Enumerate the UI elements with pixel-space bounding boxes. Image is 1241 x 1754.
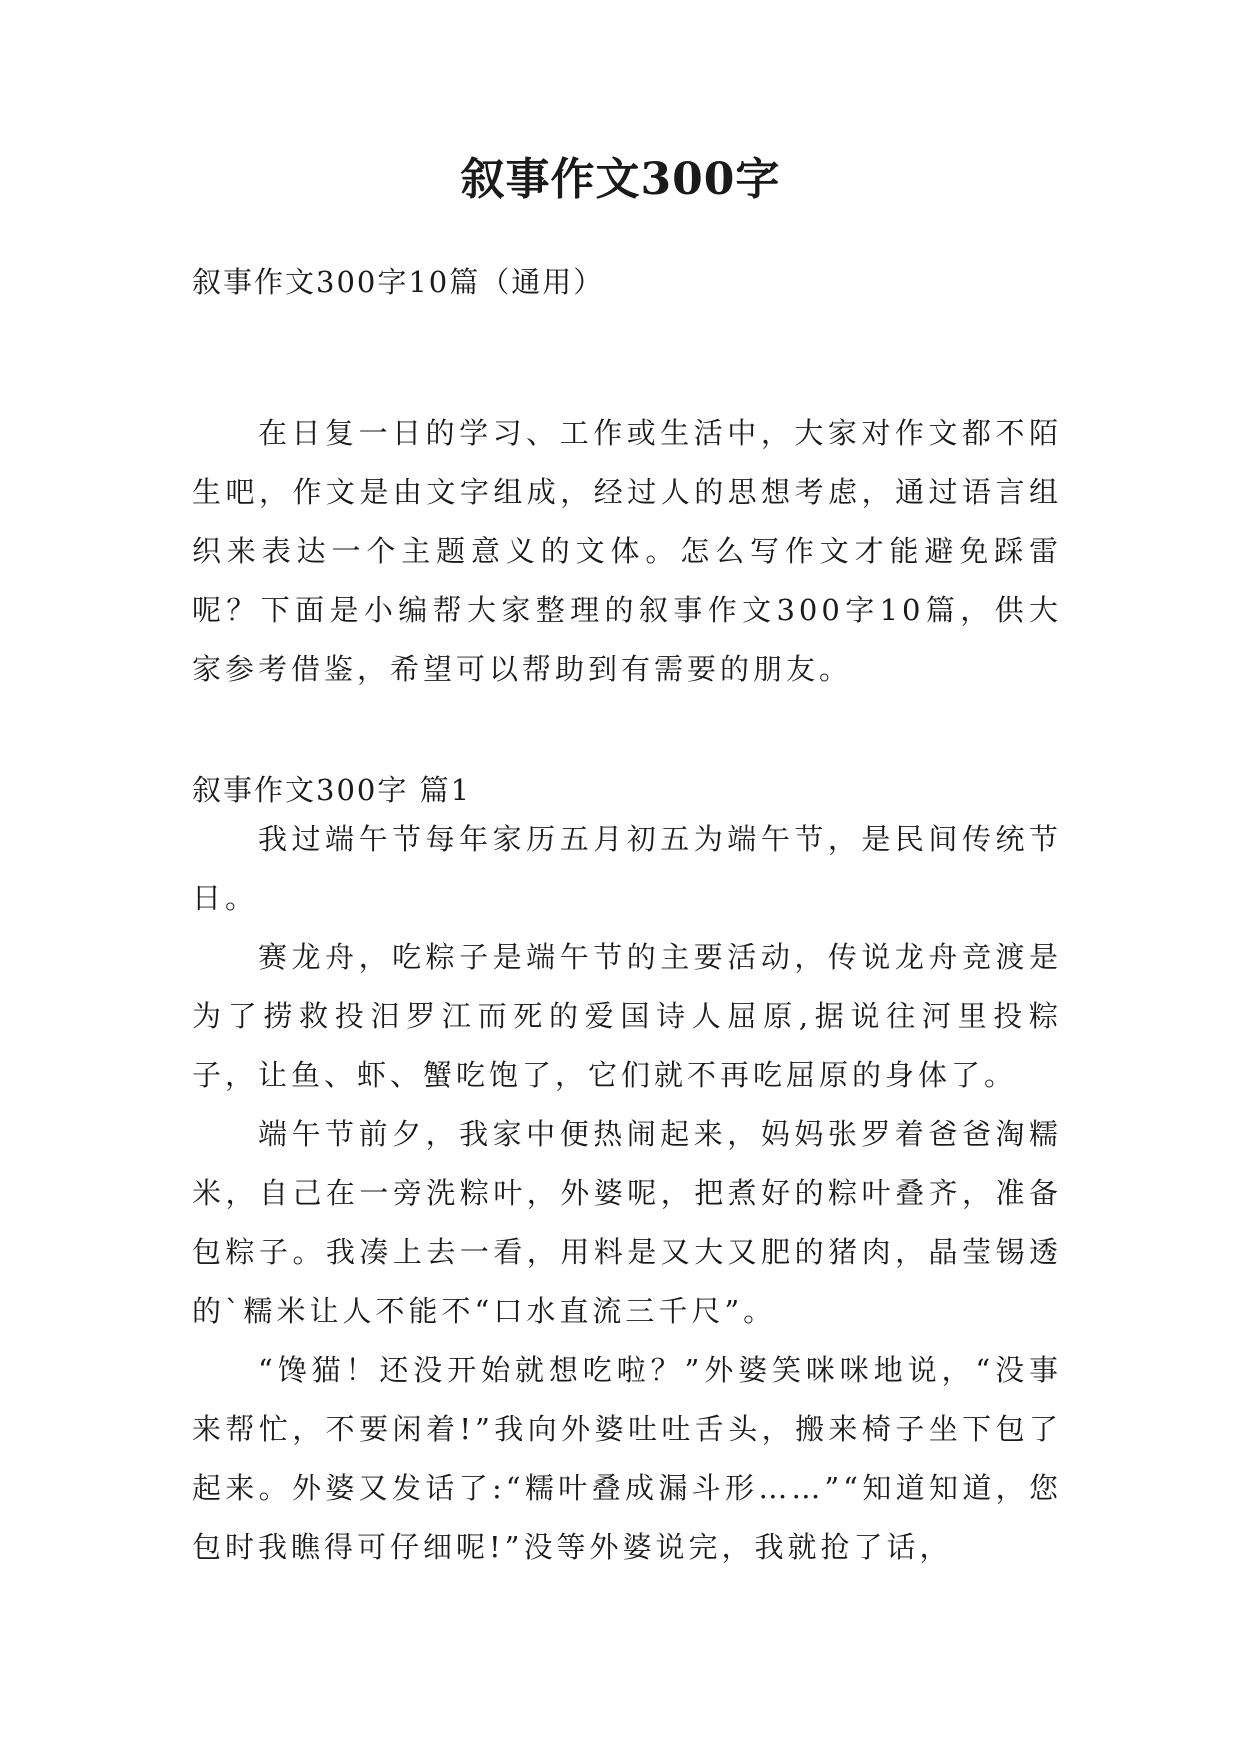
section-heading: 叙事作文300字 篇1	[192, 773, 472, 807]
document-subtitle: 叙事作文300字10篇（通用）	[192, 265, 605, 299]
article-paragraph: 端午节前夕，我家中便热闹起来，妈妈张罗着爸爸淘糯米，自己在一旁洗粽叶，外婆呢，把煮好的粽叶叠齐，准备包粽子。我凑上去一看，用料是又大又肥的猪肉，晶莹锡透的`糯米让人不能不“口水直流三千尺”。	[192, 1117, 1062, 1328]
article-body	[192, 810, 1062, 1577]
intro-paragraph: 在日复一日的学习、工作或生活中，大家对作文都不陌生吧，作文是由文字组成，经过人的思想考虑，通过语言组织来表达一个主题意义的文体。怎么写作文才能避免踩雷呢？下面是小编帮大家整理的叙事作文300字10篇，供大家参考借鉴，希望可以帮助到有需要的朋友。	[192, 416, 1062, 686]
article-paragraph: 我过端午节每年家历五月初五为端午节，是民间传统节日。	[192, 822, 1062, 915]
page-title: 叙事作文300字	[460, 154, 781, 205]
article-paragraph: 赛龙舟，吃粽子是端午节的主要活动，传说龙舟竞渡是为了捞救投汨罗江而死的爱国诗人屈原,据说往河里投粽子，让鱼、虾、蟹吃饱了，它们就不再吃屈原的身体了。	[192, 940, 1062, 1092]
article-paragraph: “馋猫！还没开始就想吃啦？”外婆笑咪咪地说，“没事来帮忙，不要闲着!”我向外婆吐吐舌头，搬来椅子坐下包了起来。外婆又发话了:“糯叶叠成漏斗形……”“知道知道，您包时我瞧得可仔细呢!”没等外婆说完，我就抢了话，	[192, 1353, 1062, 1564]
